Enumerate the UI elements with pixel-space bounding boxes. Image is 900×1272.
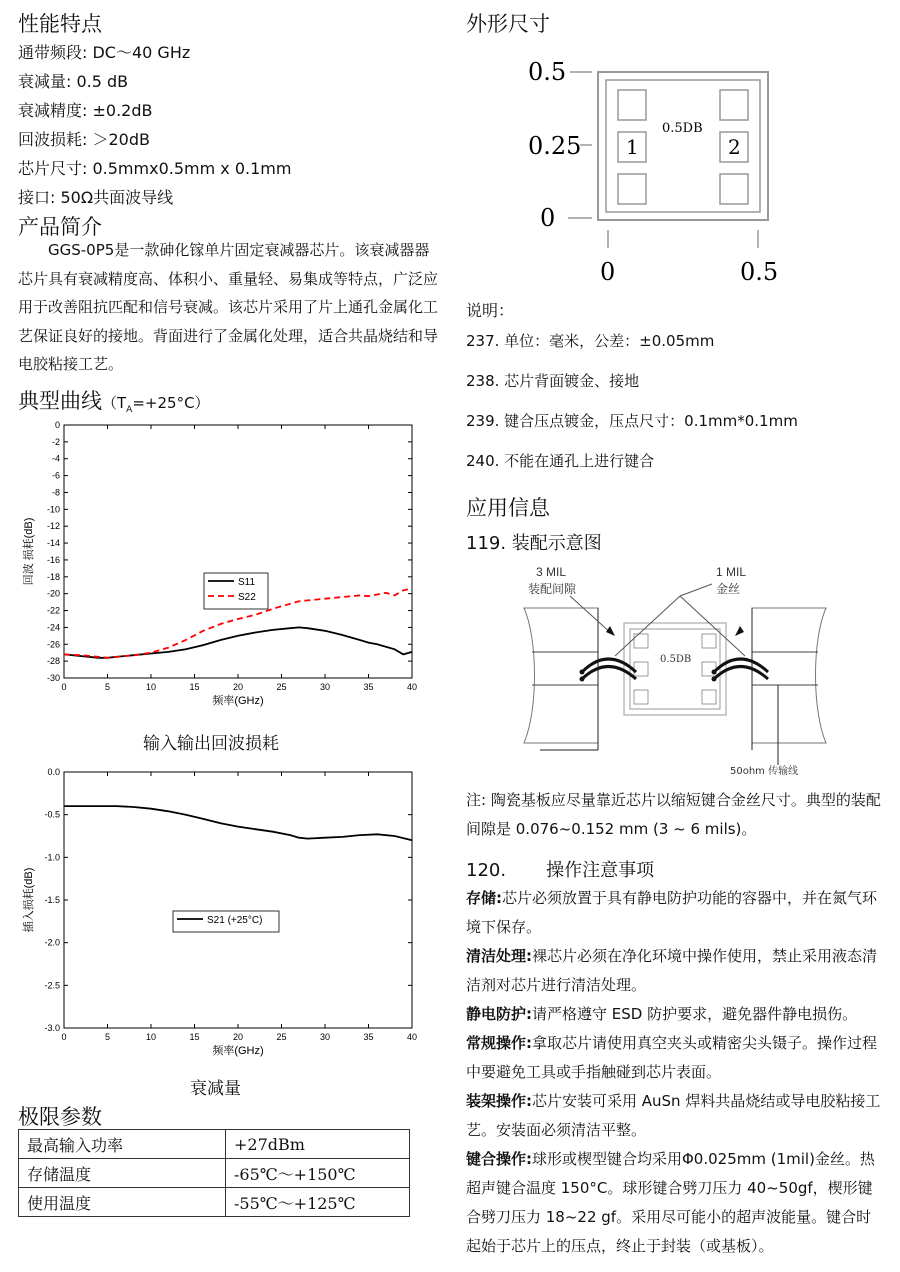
series-line-s11: [64, 627, 412, 657]
via-pad: [634, 690, 648, 704]
return-loss-caption: 输入输出回波损耗: [143, 734, 279, 754]
curves-heading-block: [18, 385, 210, 415]
y-tick-label: -3.0: [44, 1023, 60, 1033]
table-row: [19, 1130, 410, 1159]
via-pad: [618, 174, 646, 204]
x-tick-label: 15: [189, 1032, 200, 1042]
handling-item: 清洁处理:裸芯片必须在净化环境中操作使用，禁止采用液态清洁剂对芯片进行清洁处理。: [466, 947, 878, 994]
x-tick-label: 20: [232, 682, 244, 692]
return-loss-chart: [18, 415, 428, 719]
y-tick-label: -2.5: [44, 980, 60, 991]
y-tick-label: -2: [51, 436, 60, 447]
y-tick-label: -18: [46, 571, 60, 582]
handling-heading: 操作注意事项: [546, 860, 655, 881]
handling-item: 键合操作:球形或楔型键合均采用Φ0.025mm (1mil)金丝。热超声键合温度 150°C。球形键合劈刀压力 40~50gf，楔形键合劈刀压力 18~22 gf。采用尽可能小的超声波能量。键合时起始于芯片上的压点，终止于封装（或基板）。: [466, 1150, 875, 1255]
leader-line: [680, 584, 712, 596]
y-tick-label: -28: [46, 656, 60, 667]
limit-name: 使用温度: [19, 1188, 226, 1217]
arrow-icon: [606, 626, 615, 636]
intro-heading: 产品简介: [18, 215, 102, 239]
legend-label: S11: [238, 577, 256, 588]
dim-y-label: 0.25: [528, 132, 582, 160]
y-tick-label: -14: [46, 538, 60, 549]
x-tick-label: 5: [104, 682, 111, 692]
outline-dimension-drawing: [520, 50, 800, 290]
via-pad: [618, 90, 646, 120]
chip-inner: [630, 629, 720, 709]
y-tick-label: -30: [46, 673, 60, 683]
y-tick-label: -24: [46, 622, 60, 633]
insertion-loss-caption: 衰减量: [190, 1079, 241, 1099]
gap-label-cn: 装配间隙: [528, 582, 577, 596]
x-tick-label: 0: [61, 682, 67, 692]
bond-wire-left: [582, 667, 636, 680]
limit-value: -55℃～+125℃: [226, 1188, 410, 1217]
dim-x-label: 0: [600, 258, 616, 286]
y-tick-label: -1.0: [44, 852, 60, 863]
x-axis-label: 频率(GHz): [212, 695, 264, 707]
limit-value: -65℃～+150℃: [226, 1159, 410, 1188]
insertion-loss-chart-svg: [18, 762, 428, 1067]
dim-y-label: 0: [540, 204, 556, 232]
note-item: 239. 键合压点镀金，压点尺寸：0.1mm*0.1mm: [466, 412, 798, 430]
handling-item: 常规操作:拿取芯片请使用真空夹头或精密尖头镊子。操作过程中要避免工具或手指触碰到芯片表面。: [466, 1034, 878, 1081]
x-tick-label: 10: [145, 682, 157, 692]
x-tick-label: 40: [406, 1032, 418, 1042]
chip-outline: [624, 623, 726, 715]
bond-point: [712, 677, 717, 682]
assembly-diagram: [520, 560, 840, 785]
feature-line: 芯片尺寸: 0.5mmx0.5mm x 0.1mm: [18, 159, 292, 178]
x-tick-label: 30: [319, 1032, 331, 1042]
x-tick-label: 25: [276, 682, 287, 692]
y-tick-label: -4: [51, 453, 60, 464]
leader-line: [570, 596, 612, 634]
table-row: [19, 1159, 410, 1188]
handling-item: 装架操作:芯片安装可采用 AuSn 焊料共晶烧结或导电胶粘接工艺。安装面必须清洁平整。: [466, 1092, 881, 1139]
via-pad: [702, 690, 716, 704]
chip-outline: [598, 72, 768, 220]
y-tick-label: -12: [46, 521, 60, 532]
y-tick-label: -20: [46, 588, 60, 599]
wire-label: 1 MIL: [716, 565, 747, 579]
pad-2-label: 2: [728, 135, 741, 159]
dim-y-label: 0.5: [528, 58, 567, 86]
wire-label-cn: 金丝: [716, 582, 741, 596]
plot-frame: [64, 772, 412, 1028]
y-axis-label: 回波 损耗(dB): [23, 517, 35, 586]
bond-pad: [634, 662, 648, 676]
intro-text: GGS-0P5是一款砷化镓单片固定衰减器芯片。该衰减器器芯片具有衰减精度高、体积小、重量轻、易集成等特点，广泛应用于改善阻抗匹配和信号衰减。该芯片采用了片上通孔金属化工艺保证良好的接地。背面进行了金属化处理，适合共晶烧结和导电胶粘接工艺。: [18, 241, 439, 373]
legend-box: [204, 573, 268, 609]
chip-marking: 0.5DB: [662, 121, 703, 136]
transmission-line-label: 50ohm 传输线: [730, 766, 799, 777]
x-tick-label: 5: [104, 1032, 111, 1042]
limits-heading: 极限参数: [18, 1105, 102, 1129]
bond-point: [580, 670, 585, 675]
feature-line: 衰减精度: ±0.2dB: [18, 101, 153, 120]
handling-item: 存储:芯片必须放置于具有静电防护功能的容器中，并在氮气环境下保存。: [466, 889, 878, 936]
note-item: 238. 芯片背面镀金、接地: [466, 372, 640, 390]
y-tick-label: -8: [51, 487, 60, 498]
insertion-loss-chart: [18, 762, 428, 1071]
y-axis-label: 插入损耗(dB): [23, 867, 35, 933]
feature-line: 回波损耗: ＞20dB: [18, 130, 150, 149]
gap-label: 3 MIL: [536, 565, 567, 579]
y-tick-label: -2.0: [44, 937, 60, 948]
x-tick-label: 20: [232, 1032, 244, 1042]
x-tick-label: 35: [363, 682, 374, 692]
dimensions-heading: 外形尺寸: [466, 12, 550, 36]
arrow-icon: [735, 626, 744, 636]
limit-value: +27dBm: [226, 1130, 410, 1159]
x-tick-label: 10: [145, 1032, 157, 1042]
assembly-note: 注: 陶瓷基板应尽量靠近芯片以缩短键合金丝尺寸。典型的装配间隙是 0.076~0.152 mm (3 ~ 6 mils)。: [466, 791, 881, 838]
y-tick-label: -0.5: [44, 809, 60, 820]
note-item: 237. 单位：毫米，公差：±0.05mm: [466, 332, 715, 350]
x-tick-label: 35: [363, 1032, 374, 1042]
y-tick-label: 0: [54, 420, 60, 430]
y-tick-label: -22: [46, 605, 60, 616]
feature-line: 衰减量: 0.5 dB: [18, 72, 129, 91]
limit-name: 最高输入功率: [19, 1130, 226, 1159]
feature-line: 通带频段: DC～40 GHz: [18, 43, 191, 62]
dim-x-label: 0.5: [740, 258, 779, 286]
feature-line: 接口: 50Ω共面波导线: [18, 188, 174, 207]
via-pad: [720, 174, 748, 204]
bond-point: [580, 677, 585, 682]
notes-heading: 说明：: [466, 301, 515, 320]
x-tick-label: 15: [189, 682, 200, 692]
series-line-s21: [64, 806, 412, 840]
pad-1-label: 1: [626, 135, 639, 159]
via-pad: [702, 634, 716, 648]
return-loss-chart-svg: [18, 415, 428, 715]
x-tick-label: 25: [276, 1032, 287, 1042]
x-tick-label: 40: [406, 682, 418, 692]
x-tick-label: 30: [319, 682, 331, 692]
assembly-heading: 119. 装配示意图: [466, 533, 602, 554]
table-row: [19, 1188, 410, 1217]
limits-table: [18, 1129, 410, 1217]
y-tick-label: 0.0: [47, 767, 60, 777]
legend-label: S22: [238, 592, 256, 603]
y-tick-label: -1.5: [44, 895, 60, 905]
curves-condition: $(T_A=+25^\circ C)$: [102, 394, 210, 415]
limit-name: 存储温度: [19, 1159, 226, 1188]
leader-line: [680, 596, 745, 656]
handling-heading-block: [466, 856, 654, 882]
note-item: 240. 不能在通孔上进行键合: [466, 452, 655, 470]
y-tick-label: -6: [51, 470, 60, 481]
chip-marking: 0.5DB: [660, 654, 692, 665]
bond-wire-right: [714, 667, 768, 680]
legend-label: S21 (+25°C): [207, 915, 263, 926]
bond-point: [712, 670, 717, 675]
application-heading: 应用信息: [466, 496, 550, 520]
x-axis-label: 频率(GHz): [212, 1045, 264, 1057]
y-tick-label: -10: [46, 504, 60, 515]
x-tick-label: 0: [61, 1032, 67, 1042]
curves-heading: 典型曲线: [18, 389, 102, 413]
features-heading: 性能特点: [18, 12, 102, 36]
handling-heading-num: 120.: [466, 860, 507, 881]
handling-item: 静电防护:请严格遵守 ESD 防护要求，避免器件静电损伤。: [466, 1005, 858, 1023]
y-tick-label: -16: [46, 554, 60, 565]
via-pad: [720, 90, 748, 120]
y-tick-label: -26: [46, 639, 60, 650]
